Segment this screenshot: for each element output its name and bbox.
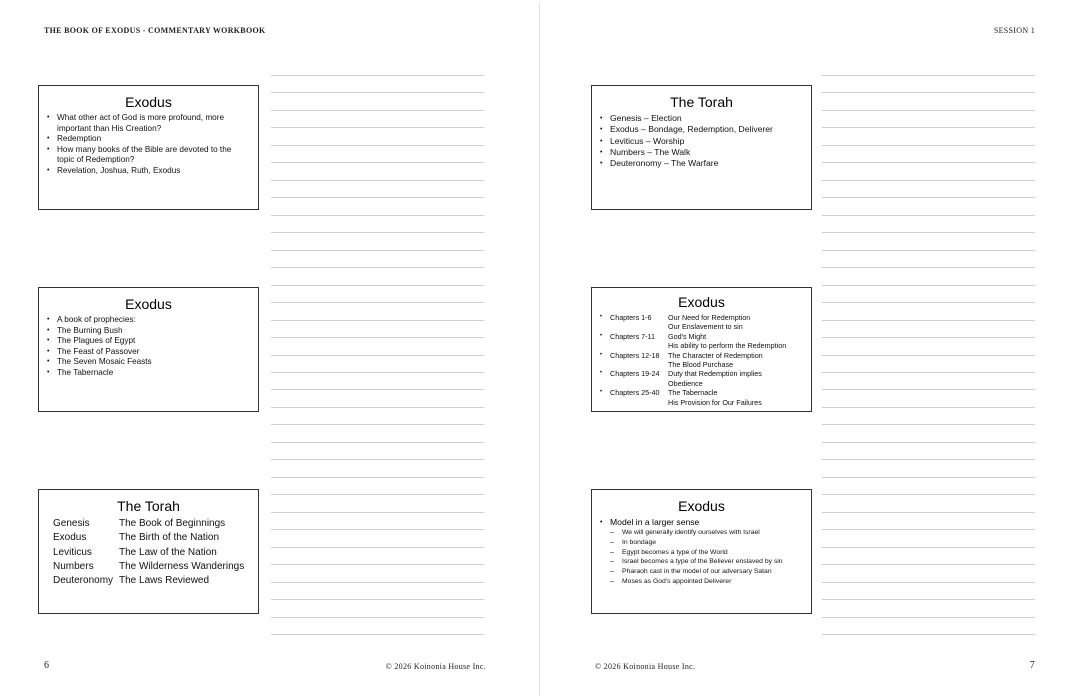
note-line (271, 337, 484, 338)
book-name: Exodus (53, 532, 87, 544)
note-line (271, 75, 484, 76)
note-line (822, 494, 1035, 495)
book-description: The Laws Reviewed (119, 575, 210, 587)
note-line (822, 180, 1035, 181)
note-line (271, 634, 484, 635)
note-line (271, 599, 484, 600)
note-line (822, 162, 1035, 163)
chapter-label: • Chapters 1-6 (610, 313, 652, 322)
slide-exodus-chapters (591, 287, 812, 412)
book-description: The Book of Beginnings (119, 518, 226, 529)
chapter-item (600, 313, 803, 332)
note-line (271, 145, 484, 146)
note-line (271, 564, 484, 565)
note-line (271, 320, 484, 321)
chapter-theme: The Tabernacle (668, 388, 718, 398)
chapter-theme: Our Need for Redemption (668, 313, 751, 322)
note-line (822, 355, 1035, 356)
note-line (822, 582, 1035, 583)
table-row (53, 531, 244, 545)
bullet-item: • Numbers – The Walk (600, 147, 803, 158)
slide-title: Exodus (125, 296, 172, 312)
table-row (53, 574, 244, 588)
note-line (822, 564, 1035, 565)
slide-title: Exodus (678, 498, 725, 514)
sub-bullet-item: – Moses as God's appointed Deliverer (610, 577, 803, 587)
book-name: Genesis (53, 518, 90, 529)
note-line (271, 285, 484, 286)
torah-books-table (53, 517, 244, 588)
note-line (271, 302, 484, 303)
bullet-item: • The Burning Bush (47, 326, 250, 337)
chapter-theme: Duty that Redemption implies (668, 369, 762, 379)
note-line (271, 389, 484, 390)
chapter-subtheme: Our Enslavement to sin (668, 322, 743, 332)
note-line (271, 215, 484, 216)
bullet-list (600, 113, 803, 169)
note-line (271, 250, 484, 251)
note-line (271, 494, 484, 495)
sub-bullet-item: – Egypt becomes a type of the World (610, 548, 803, 558)
book-description: The Law of the Nation (119, 546, 217, 558)
chapter-item (600, 388, 803, 407)
note-line (822, 442, 1035, 443)
note-line (822, 547, 1035, 548)
chapter-subtheme: His ability to perform the Redemption (668, 341, 787, 351)
chapter-subtheme: His Provision for Our Failures (668, 397, 762, 407)
note-line (271, 617, 484, 618)
table-row (53, 517, 244, 531)
table-row (53, 546, 244, 560)
note-line (271, 110, 484, 111)
bullet-item: • The Tabernacle (47, 368, 250, 379)
bullet-item: • The Plagues of Egypt (47, 336, 250, 347)
bullet-list (47, 113, 250, 177)
note-line (822, 512, 1035, 513)
note-line (271, 477, 484, 478)
book-description: The Birth of the Nation (119, 532, 220, 544)
note-line (271, 372, 484, 373)
sub-bullet-item: – In bondage (610, 538, 803, 548)
chapter-item (600, 369, 803, 388)
note-line (271, 442, 484, 443)
slide-exodus-redemption (38, 85, 259, 210)
note-line (271, 197, 484, 198)
chapter-label: • Chapters 19-24 (610, 369, 660, 379)
note-line (822, 302, 1035, 303)
running-head-right: SESSION 1 (993, 26, 1035, 35)
chapter-subtheme: Obedience (668, 378, 703, 388)
note-line (822, 372, 1035, 373)
note-line (271, 355, 484, 356)
chapter-item (600, 332, 803, 351)
note-line (271, 180, 484, 181)
book-description: The Wilderness Wanderings (119, 560, 245, 572)
note-line (822, 389, 1035, 390)
bullet-item: • How many books of the Bible are devoted to the topic of Redemption? (47, 145, 250, 166)
bullet-item: • Revelation, Joshua, Ruth, Exodus (47, 166, 250, 177)
running-head-left: THE BOOK OF EXODUS - COMMENTARY WORKBOOK (44, 26, 266, 35)
note-line (271, 127, 484, 128)
chapter-theme: The Character of Redemption (668, 350, 763, 360)
bullet-text: Model in a larger sense (610, 517, 700, 527)
bullet-item: • A book of prophecies: (47, 315, 250, 326)
note-line (271, 459, 484, 460)
bullet-item: • Exodus – Bondage, Redemption, Deliverer (600, 124, 803, 135)
bullet-item (600, 517, 803, 587)
copyright-left: © 2026 Koinonia House Inc. (385, 662, 486, 671)
chapter-item (600, 351, 803, 370)
note-line (822, 197, 1035, 198)
chapter-theme: God's Might (668, 331, 707, 341)
note-line (822, 145, 1035, 146)
bullet-list (47, 315, 250, 379)
note-line (271, 232, 484, 233)
note-line (271, 267, 484, 268)
note-line (822, 250, 1035, 251)
note-line (822, 127, 1035, 128)
note-line (822, 477, 1035, 478)
right-page (540, 0, 1080, 698)
slide-exodus-prophecies (38, 287, 259, 412)
note-line (271, 582, 484, 583)
bullet-item: • Leviticus – Worship (600, 136, 803, 147)
note-line (822, 424, 1035, 425)
note-line (271, 424, 484, 425)
sub-bullet-list (610, 528, 803, 587)
note-line (271, 547, 484, 548)
note-line (822, 267, 1035, 268)
bullet-list (600, 517, 803, 587)
bullet-item: • What other act of God is more profound, more important than His Creation? (47, 113, 250, 134)
note-line (822, 110, 1035, 111)
bullet-item: • Genesis – Election (600, 113, 803, 124)
book-name: Deuteronomy (53, 575, 114, 587)
note-line (822, 617, 1035, 618)
slide-exodus-model (591, 489, 812, 614)
slide-title: Exodus (125, 94, 172, 110)
note-line (822, 459, 1035, 460)
chapter-label: • Chapters 7-11 (610, 331, 656, 341)
book-name: Numbers (53, 560, 94, 572)
note-line (822, 599, 1035, 600)
note-line (822, 320, 1035, 321)
note-line (822, 75, 1035, 76)
bullet-item: • The Seven Mosaic Feasts (47, 357, 250, 368)
sub-bullet-item: – Israel becomes a type of the Believer enslaved by sin (610, 557, 803, 567)
note-line (822, 92, 1035, 93)
note-line (271, 407, 484, 408)
note-line (822, 232, 1035, 233)
note-line (822, 285, 1035, 286)
page-number-left: 6 (44, 660, 50, 671)
chapter-label: • Chapters 25-40 (610, 388, 660, 398)
sub-bullet-item: – We will generally identify ourselves with Israel (610, 528, 803, 538)
note-line (271, 92, 484, 93)
note-line (822, 634, 1035, 635)
slide-title: The Torah (117, 498, 180, 514)
slide-torah-themes (591, 85, 812, 210)
slide-title: Exodus (678, 294, 725, 310)
note-line (271, 162, 484, 163)
page-number-right: 7 (1029, 660, 1035, 671)
note-line (822, 529, 1035, 530)
note-line (822, 407, 1035, 408)
note-line (271, 529, 484, 530)
slide-torah-table (38, 489, 259, 614)
book-name: Leviticus (53, 546, 92, 558)
bullet-item: • Deuteronomy – The Warfare (600, 158, 803, 169)
chapter-subtheme: The Blood Purchase (668, 360, 734, 370)
sub-bullet-item: – Pharaoh cast in the model of our adversary Satan (610, 567, 803, 577)
chapter-label: • Chapters 12-18 (610, 350, 660, 360)
slide-title: The Torah (670, 94, 733, 110)
copyright-right: © 2026 Koinonia House Inc. (595, 662, 696, 671)
table-row (53, 560, 244, 574)
bullet-item: • The Feast of Passover (47, 347, 250, 358)
note-line (271, 512, 484, 513)
note-line (822, 337, 1035, 338)
bullet-item: • Redemption (47, 134, 250, 145)
note-line (822, 215, 1035, 216)
chapter-list (600, 313, 803, 407)
